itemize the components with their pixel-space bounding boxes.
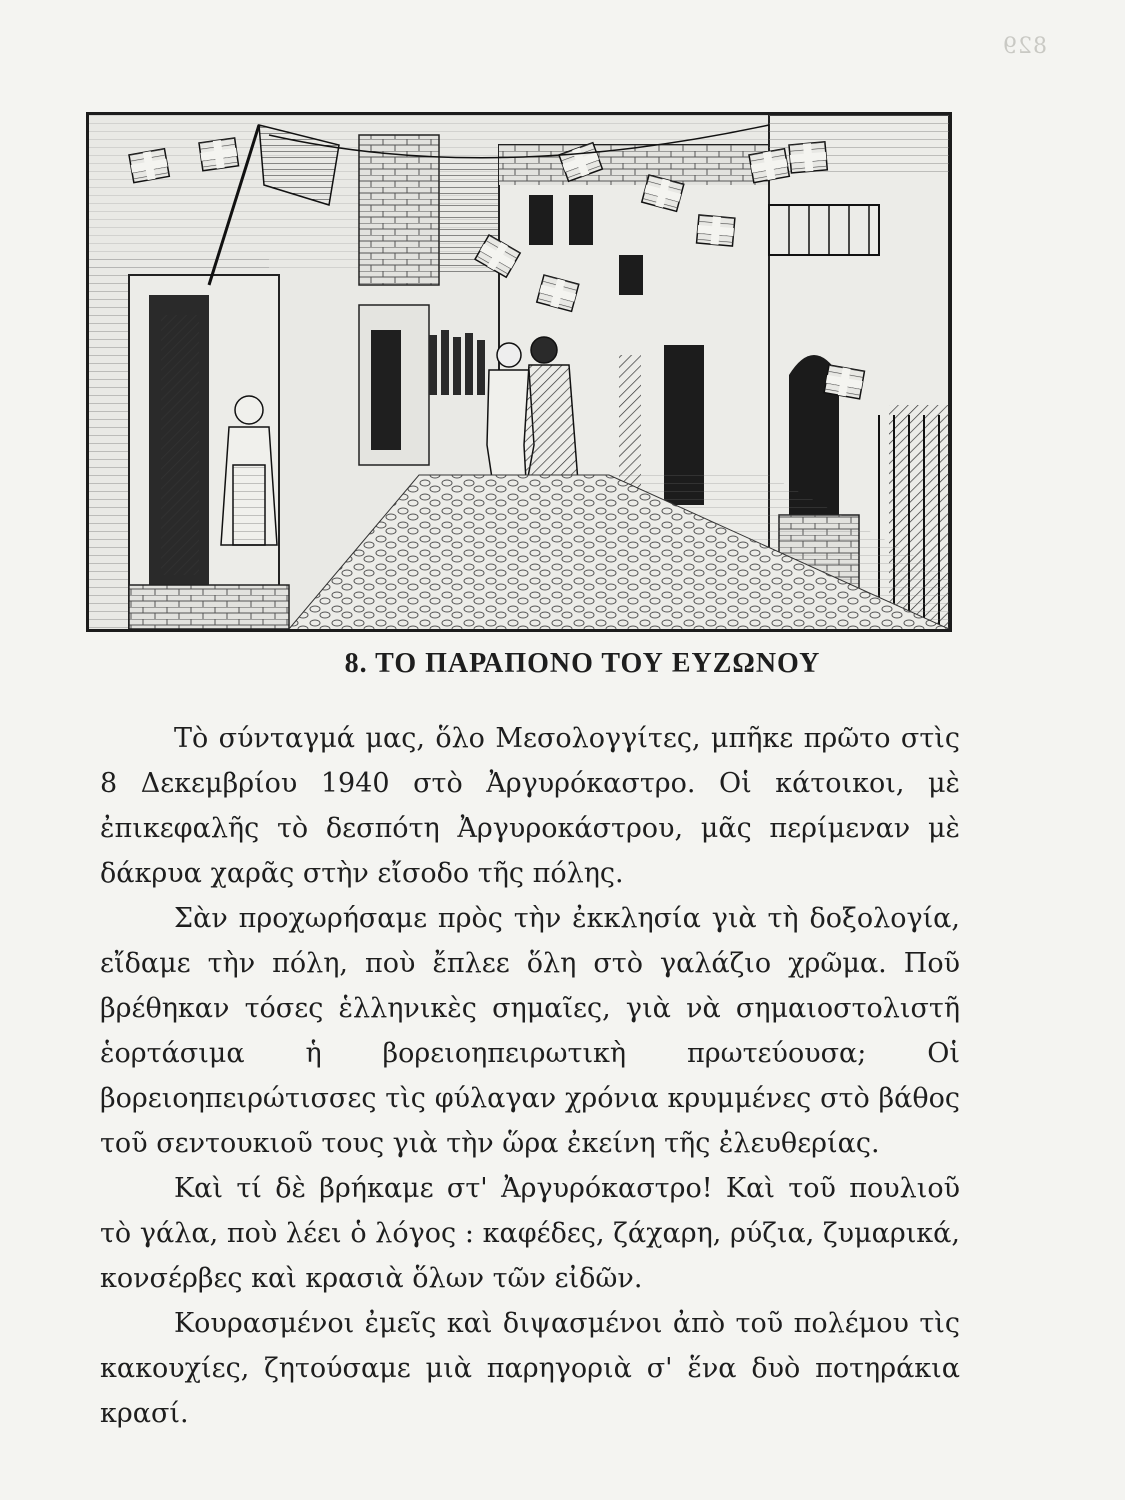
paragraph: Καὶ τί δὲ βρήκαμε στ' Ἀργυρόκαστρο! Καὶ τοῦ πουλιοῦ τὸ γάλα, ποὺ λέει ὁ λόγος : καφέδες, ζάχαρη, ρύζια, ζυμαρικά, κονσέρβες καὶ κρασιὰ ὅλων τῶν εἰδῶν. xyxy=(100,1173,960,1294)
page-number: 829 xyxy=(1002,34,1047,59)
paragraph: Τὸ σύνταγμά μας, ὅλο Μεσολογγίτες, μπῆκε πρῶτο στὶς 8 Δεκεμβρίου 1940 στὸ Ἀργυρόκαστρο. Οἱ κάτοικοι, μὲ ἐπικεφαλῆς τὸ δεσπότη Ἀργυροκάστρου, μᾶς περίμεναν μὲ δάκρυα χαρᾶς στὴν εἴσοδο τῆς πόλης. xyxy=(100,723,960,889)
chapter-title: 8. ΤΟ ΠΑΡΑΠΟΝΟ ΤΟΥ ΕΥΖΩΝΟΥ xyxy=(344,648,821,679)
illustration xyxy=(86,112,952,632)
paragraph: Κουρασμένοι ἐμεῖς καὶ διψασμένοι ἀπὸ τοῦ πολέμου τὶς κακουχίες, ζητούσαμε μιὰ παρηγοριὰ σ' ἕνα δυὸ ποτηράκια κρασί. xyxy=(100,1308,960,1429)
paragraph: Σὰν προχωρήσαμε πρὸς τὴν ἐκκλησία γιὰ τὴ δοξολογία, εἴδαμε τὴν πόλη, ποὺ ἔπλεε ὅλη στὸ γαλάζιο χρῶμα. Ποῦ βρέθηκαν τόσες ἑλληνικὲς σημαῖες, γιὰ νὰ σημαιοστολιστῆ ἑορτάσιμα ἡ βορειοηπειρωτικὴ πρωτεύουσα; Οἱ βορειοηπειρώτισσες τὶς φύλαγαν χρόνια κρυμμένες στὸ βάθος τοῦ σεντουκιοῦ τους γιὰ τὴν ὥρα ἐκείνη τῆς ἐλευθερίας. xyxy=(100,903,960,1159)
body-text xyxy=(100,716,960,1436)
